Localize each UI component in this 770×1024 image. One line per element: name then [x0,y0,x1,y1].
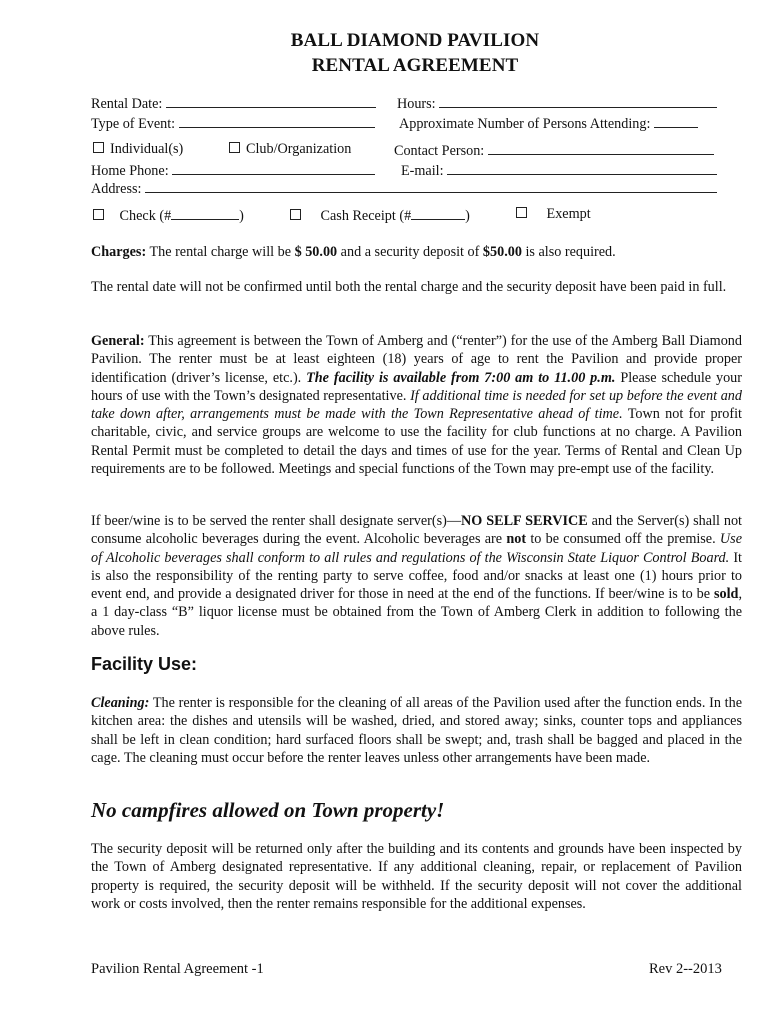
charges-text: and a security deposit of [337,244,483,260]
check-checkbox[interactable] [93,209,104,220]
hours-label: Hours: [397,96,436,112]
deposit-amount: $50.00 [482,244,522,260]
general-text: Town not for profit charitable, civic, and service groups are welcome to use the facility for club functions at no charge. A Pavilion Rental Permit must be completed to detail the days and times of use for the year. Terms of Rental and Clean Up requirements are to be followed. Meetings and special functions of the Town may pre-empt use of the facility. [91,406,742,478]
footer-title: Pavilion Rental Agreement -1 [91,961,264,977]
exempt-option[interactable] [516,206,591,223]
individual-option[interactable] [93,141,183,158]
contact-line[interactable] [488,141,714,155]
general-paragraph [91,332,742,478]
rental-charge-amount: $ 50.00 [294,244,338,260]
email-line[interactable] [447,161,717,175]
document-subtitle: RENTAL AGREEMENT [311,55,519,76]
check-label: Check (# [119,208,172,224]
not-text: not [506,531,527,548]
charges-paragraph [91,243,742,261]
home-phone-field[interactable] [91,161,375,180]
persons-label: Approximate Number of Persons Attending: [399,116,651,132]
cleaning-paragraph [91,694,742,767]
check-close: ) [239,208,244,224]
home-phone-line[interactable] [172,161,375,175]
sold-text: sold [714,586,739,603]
general-text: Please schedule your hours of use with the Town’s designated representative. [91,369,743,404]
address-field[interactable] [91,179,717,198]
alcohol-text: If beer/wine is to be served the renter shall designate server(s)— [91,513,462,529]
general-text: This agreement is between the Town of Amberg and (“renter”) for the use of the Amberg Ball Diamond Pavilion. The renter must be at least eighteen (18) years of age to rent the Pavilion and provide proper identification (driver’s license, etc.). [91,333,742,386]
document-title: BALL DIAMOND PAVILION [290,30,540,51]
check-option[interactable] [93,206,244,225]
club-checkbox[interactable] [229,142,240,153]
charges-text: The rental charge will be [146,244,295,260]
email-field[interactable] [401,161,717,180]
charges-label: Charges: [91,244,147,260]
exempt-checkbox[interactable] [516,207,527,218]
confirmation-paragraph: The rental date will not be confirmed until both the rental charge and the security deposit have been paid in full. [91,279,727,295]
individual-label: Individual(s) [110,141,184,157]
alcohol-text: and the Server(s) shall not consume alcoholic beverages during the event. Alcoholic beverages are [91,513,742,548]
cash-number-line[interactable] [411,206,465,220]
general-label: General: [91,333,145,349]
cash-label: Cash Receipt (# [320,208,412,224]
persons-line[interactable] [654,114,698,128]
exempt-label: Exempt [546,206,591,222]
hours-field[interactable] [397,94,717,113]
alcohol-paragraph [91,512,742,640]
cleaning-label: Cleaning: [91,695,150,711]
check-number-line[interactable] [171,206,239,220]
charges-text: is also required. [521,244,616,260]
type-of-event-field[interactable] [91,114,375,133]
alcohol-text: It is also the responsibility of the renting party to serve coffee, food and/or snacks at least one (1) hours prior to event end, and provide a designated driver for those in need at the end of the functions. If beer/wine is to be [91,549,742,603]
address-line[interactable] [145,179,717,193]
cash-close: ) [465,208,470,224]
facility-hours-text: The facility is available from 7:00 am to 11.00 p.m. [306,369,616,386]
cash-option[interactable] [290,206,470,225]
cash-checkbox[interactable] [290,209,301,220]
facility-use-heading: Facility Use: [91,654,198,674]
liquor-board-text: Use of Alcoholic beverages shall conform to all rules and regulations of the Wisconsin State Liquor Control Board. [91,531,742,566]
rental-date-line[interactable] [166,94,376,108]
type-of-event-label: Type of Event: [91,116,176,132]
persons-field[interactable] [399,114,698,133]
email-label: E-mail: [401,163,444,179]
deposit-paragraph: The security deposit will be returned only after the building and its contents and grounds have been inspected by the Town of Amberg designated representative. If any additional cleaning, repair, or replacement of Pavilion property is required, the security deposit will be withheld. If the security deposit will not cover the additional work or costs involved, then the renter remains responsible for the additional expenses. [91,841,742,912]
footer-revision: Rev 2--2013 [649,961,722,977]
no-self-service-text: NO SELF SERVICE [461,513,588,529]
home-phone-label: Home Phone: [91,163,169,179]
type-of-event-line[interactable] [179,114,375,128]
rental-date-label: Rental Date: [91,96,163,112]
alcohol-text: to be consumed off the premise. [526,531,720,548]
cleaning-text: The renter is responsible for the cleaning of all areas of the Pavilion used after the function ends. In the kitchen area: the dishes and utensils will be washed, dried, and stored away; sinks, counter tops and appliances shall be left in clean condition; hard surfaced floors shall be swept; and, trash shall be bagged and placed in the cage. The cleaning must occur before the renter leaves unless other arrangements have been made. [91,695,742,766]
club-label: Club/Organization [246,141,352,157]
hours-line[interactable] [439,94,717,108]
setup-note-text: If additional time is needed for set up before the event and take down after, arrangements must be made with the Town Representative ahead of time. [91,387,742,423]
contact-field[interactable] [394,141,714,160]
club-option[interactable] [229,141,351,158]
alcohol-text: , a 1 day-class “B” liquor license must be obtained from the Town of Amberg Clerk in addition to following the above rules. [91,586,742,639]
contact-label: Contact Person: [394,143,485,159]
address-label: Address: [91,181,142,197]
individual-checkbox[interactable] [93,142,104,153]
no-campfires-notice: No campfires allowed on Town property! [91,798,445,822]
rental-date-field[interactable] [91,94,376,113]
